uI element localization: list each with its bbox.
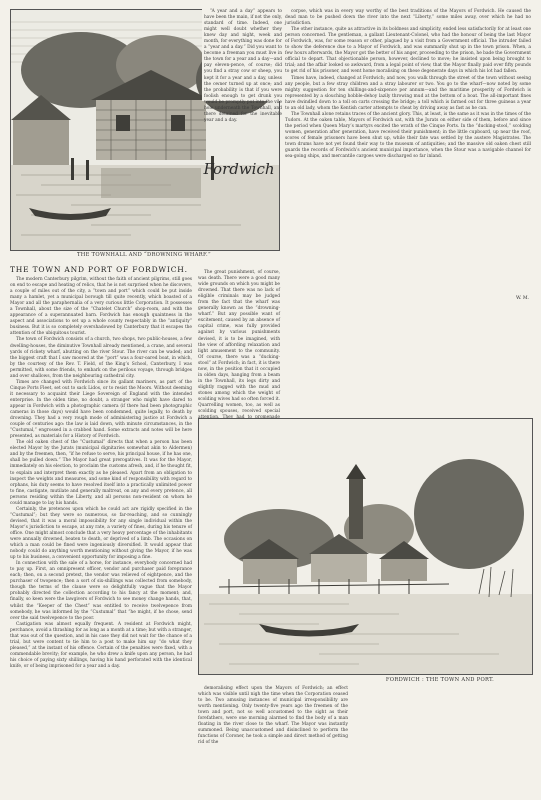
signature: W. M. [515,296,529,301]
town-and-port-illustration [198,418,533,675]
paragraph: “A year and a day” appears to have been the main, if not the only, standard of time. Indeed, one might well doubt whether they knew day and night, week and month, for everything was done for a “year and a day.” Did you want to become a freeman you must live in the town for a year and a day—and pay eleven-pence, of course; did you find a stray cow or sheep, you kept it for a year and a day, unless the owner turned up at once; and the probability is that if you were foolish enough to get drunk you would be promptly put into the vile hole underneath the Townhall, and there detained for the inevitable year and a day. [204,9,282,123]
paragraph: demoralising effect upon the Mayors of Fordwich; an effect which was visible until nigh the time when the Corporation ceased to be. Two amusing instances of municipal irresponsibility are worth mentioning. Only twenty-five years ago the freemen of the town and port, not so well accustomed to the sight as their forefathers, were one morning alarmed to find the body of a man floating in the river close to the wharf. The Mayor was instantly summoned. Being unaccustomed and disinclined to perform the functions of Coroner, he took a simple and direct method of getting rid of the [198,686,348,746]
paragraph: The great punishment, of course, was death. There were a good many wide grounds on which you might be drowned. That there was no lack of eligible criminals may be judged from the fact that the wharf was generally known as the “drowning-wharf.” But any possible want of excitement, caused by an absence of capital crime, was fully provided against by various punishments devised, it is to be imagined, with the view of affording relaxation and light amusement to the community. Of course, there was a “ducking-stool” at Fordwich; in fact, it is there now, in the position that it occupied in olden days, hanging from a beam in the Townhall, its legs dirty and slightly ragged with the mud and stones among which the weight of scolding wives had so often forced it. Quarrelling women, too, as well as scolding spouses, received special [198,270,281,415]
fordwich-lettering: Fordwich [203,160,275,178]
paragraph: In connection with the sale of a horse, for instance, everybody concerned had to pay up. First, an omnipresent officer, vendor and purchaser paid foreprance each; then, on a second pretext, the vendor was relieved of eightpence, and the purchaser of twopence; then a sort of six-shillings was collected from somebody, though the terms of the clause were so delightfully vague that the Mayor probably directed the collection according to his fancy at the moment; and, finally, so keen were the lawgivers of Fordwich to see money change hands, that, whilst the “Keeper of the Chest” was entitled to receive twelvepence from somebody, he was informed by the “Custumal” that “he might, if he chose, send over the said twelvepence to the poor. [10,561,192,621]
paragraph: The other instance, quite as attractive in its boldness and simplicity, ended less satisfactorily for at least one person concerned. The gentleman, a gallant Lieutenant-Colonel, who had the honour of being the last Mayor of Fordwich, was, for some reason or other, plagued by a visit from a Government official. The intruder failed to show the deference due to a Mayor of Fordwich, and was summarily shut up in the town prison. When, a few hours afterwards, the Mayor got the better of his anger, proceeding to the prison, he bade the Government official to depart. That objectionable person, however, declined to move; he insisted upon being brought to trial; and the affair looked so awkward, from a legal point of view, that the Mayor finally paid over fifty pounds to get rid of his prisoner, and went home moralising on these degenerate days in which his lot had fallen. [285,27,531,75]
paragraph: The Townhall alone retains traces of the ancient glory. This, at least, is the same as it was in the times of the Tudors. At the oaken table, Mayors of Fordwich sat, with the Jurats on either side of them, before and since the period when Queen Mary’s martyrs excited the wrath of the Cinque Ports. In the “ducking-stool,” scolding women, generation after generation, have received their punishment; in the little cupboard, up near the roof, scores of female prisoners have been shut up, while their fate was settled by the austere Magistrates. The town drums have not yet found their way to the museum of antiquities; and the massive old oaken chest still guards the records of Fordwich’s ancient municipal importance, when the Stour was a navigable channel for sea-going ships, and mercantile cargoes were discharged so far inland. [285,111,531,160]
top-illustration-caption: THE TOWNHALL AND “DROWNING WHARF.” [77,252,211,258]
top-middle-text [202,9,282,123]
paragraph: Times have, indeed, changed at Fordwich; and now, you walk through the street of the town without seeing any people, but a few stray children and a stray labourer or two. You go to the wharf—now noted by some mighty suggestion for ten shillings-and-sixpence per annum—and the maritime prosperity of Fordwich is represented by a slouching hobble-dehoy lazily throwing mud at the bottom of a boat. The all-important fines have dwindled down to a toll on carts crossing the bridge; a toll which is farmed out for three guineas a year to an old lady, whom the Kentish carter attempts to cheat by driving away as fast as he can. [285,75,531,111]
bottom-center-column [198,686,348,792]
left-column [10,277,192,792]
center-wide-column [198,270,281,415]
paragraph: Certainly, the pretences upon which he could act are rigidly specified in the “Custumal”; but they were so numerous, so far-reaching, and so cunningly devised, that it was a moral impossibility for any single individual within the Mayor’s jurisdiction to escape, at any rate, a variety of fines, during his tenure of office. One might almost conclude that a very heavy percentage of the inhabitants were annually drowned, beaten to death, or deprived of a limb. The occasions on which a man could be fined were ingeniously diversified. It would appear that nobody could do anything worth mentioning without giving the Mayor, if he was up to his business, a convenient opportunity for imposing a fine. [10,506,192,561]
article-title: THE TOWN AND PORT OF FORDWICH. [10,265,188,274]
right-column-top [285,9,531,297]
paragraph: Times are changed with Fordwich since its gallant mariners, as part of the Cinque Ports Fleet, set out to sack Lidos, or to resist the Moors. Without deeming it necessary to acquaint their Liege Sovereign of England with the intended enterprise. In the olden time, no doubt, a stranger who might have dared to appear in Fordwich with a photographic camera (if there had been photographic cameras in those days) would have been condemned, quite legally, to death by drowning. They had a very rough mode of administering justice at Fordwich a couple of centuries ago: the law is laid down, with minute circumstances, in the “Custumal,” engrossed in a crabbed hand. Some extracts and notes will be here presented, as materials for a History of Fordwich. [10,379,192,440]
bottom-illustration-caption: FORDWICH : THE TOWN AND PORT. [385,677,495,683]
paragraph: The town of Fordwich consists of a church, two shops, two public-houses, a few dwelling-houses, the diminutive Townhall already mentioned, a crane, and several yards of rickety wharf, abutting on the river Stour. The river can be waded; and the biggest craft that I saw moored at the “port” was a four-oared boat, in which, by the courtesy of the Rev. T. Field, of the King’s School, Canterbury, I was permitted, with some friends, to embark on the perilous voyage, through bridges and over shallows, from the neighbouring cathedral city. [10,337,192,379]
paragraph: Castigation was almost equally frequent. A resident at Fordwich might, perchance, avoid a thrashing for as long as a month at a time; but with a stranger, that was out of the question, and in his case they did not wait for the chance of a trial, but were content to tie him to a post to make him say “do what they pleased,” at the instant of his offence. Certain of the penalties were fixed, with a commendable brevity; for example, he who drew a knife upon any person, he had his choice of paying sixty shillings, having his hand perforated with the identical knife, or of being imprisoned for a year and a day. [10,621,192,669]
paragraph: The modern Canterbury pilgrim, without the faith of ancient pilgrims, still goes on end to escape and heating of relics, that he is not surprised when he discovers, a couple of miles out of the city, a “town and port” which could be put inside many a hamlet, yet a municipal borough till quite recently, which boasted of a Mayor and all the paraphernalia of a very curious little Corporation. It possesses a Townhall, about the size of the “Chatelet Church” shop-room, and with the appearance of a superannuated barn. Fordwich has enough quaintness in the aspect and associations to set up a whole county respectably in the “antiquity” business. But it is so completely overshadowed by Canterbury that it escapes the attention of the ubiquitous tourist. [10,277,192,337]
paragraph: The old oaken chest of the “Custumal” directs that when a person has been elected Mayor by the Jurats (municipal dignitaries somewhat akin to Aldermen) and by the freemen, then, “if he refuse to serve, his principal house, if he has one, shall be pulled down.” The Mayor had great prerogatives. It was for the Mayor, immediately on his election, to proclaim the customs afresh, and, if he thought fit, to explain and interpret them exactly as he pleased. Apart from an obligation to inspect the weights and measures, and some kind of responsibility with regard to orphans, his duty seems to have resolved itself into a practically unlimited power to fine, castigate, mutilate and generally maltreat, on any and every pretence, all persons residing within the Liberty, and all persons non-resident on whom he could manage to lay his hands. [10,440,192,506]
town-and-port-engraving [199,419,532,674]
paragraph: corpse, which was in every way worthy of the best traditions of the Mayors of Fordwich. He caused the dead man to be pushed down the river into the next “Liberty,” some miles away, over which he had no jurisdiction. [285,9,531,27]
